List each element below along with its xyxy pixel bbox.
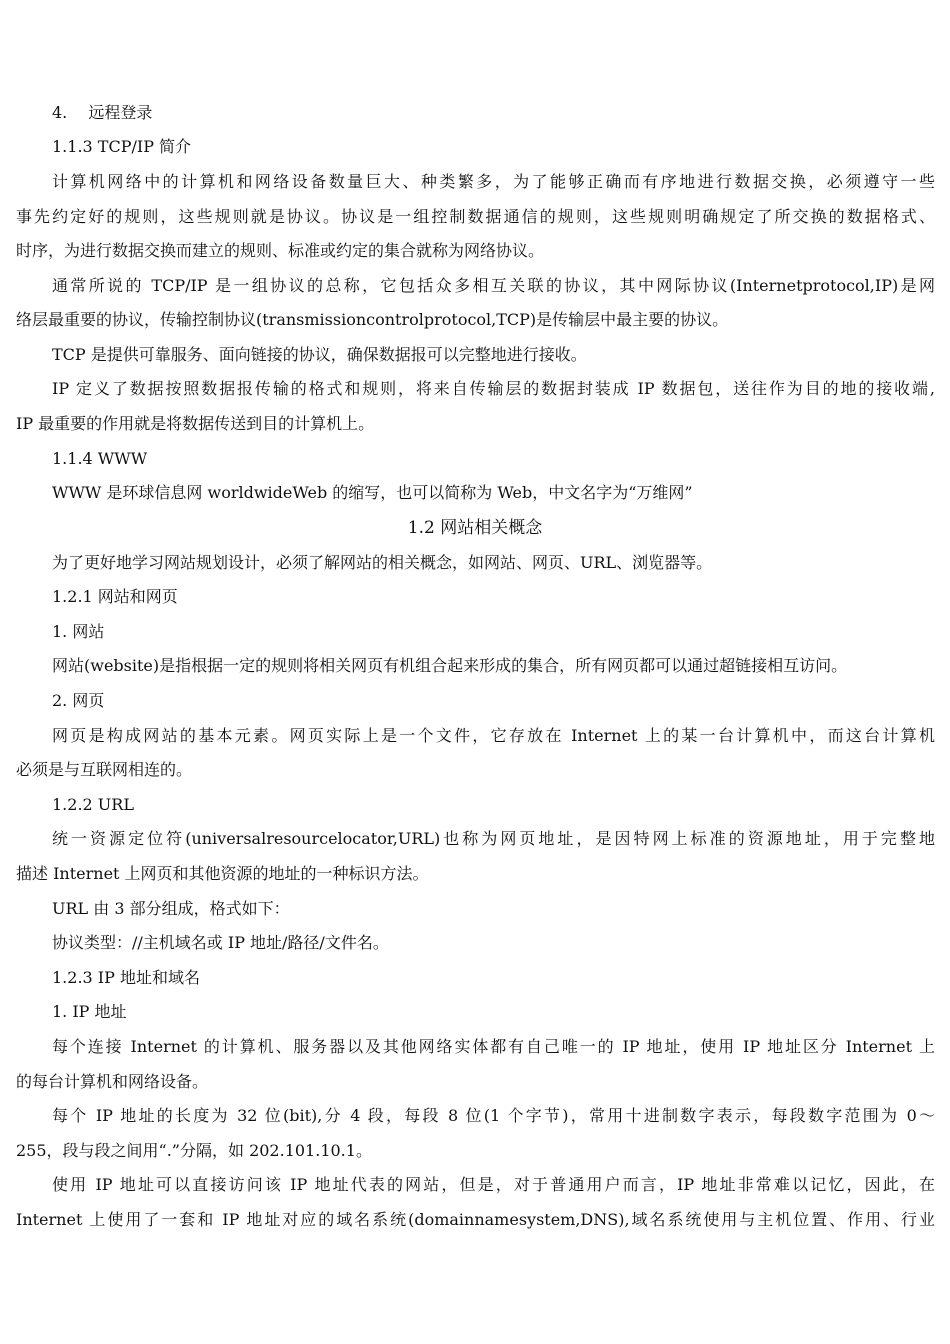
paragraph-line: Internet 上使用了一套和 IP 地址对应的域名系统(domainnamesystem,DNS),域名系统使用与主机位置、作用、行业 bbox=[16, 1210, 935, 1229]
paragraph-line: 255，段与段之间用“.”分隔，如 202.101.10.1。 bbox=[16, 1141, 372, 1160]
paragraph-line: 计算机网络中的计算机和网络设备数量巨大、种类繁多，为了能够正确而有序地进行数据交换，必须遵守一些 bbox=[52, 172, 935, 191]
heading-ip-domain: 1.2.3 IP 地址和域名 bbox=[52, 968, 200, 987]
paragraph-line: 网页是构成网站的基本元素。网页实际上是一个文件，它存放在 Internet 上的某一台计算机中，而这台计算机 bbox=[52, 726, 935, 745]
paragraph-line: 的每台计算机和网络设备。 bbox=[16, 1072, 209, 1091]
paragraph-line: 必须是与互联网相连的。 bbox=[16, 760, 193, 779]
paragraph-line: 协议类型：//主机域名或 IP 地址/路径/文件名。 bbox=[52, 933, 389, 952]
paragraph-line: 为了更好地学习网站规划设计，必须了解网站的相关概念，如网站、网页、URL、浏览器等。 bbox=[52, 553, 713, 572]
list-item-remote-login: 4. 远程登录 bbox=[52, 103, 153, 122]
list-item-website: 1. 网站 bbox=[52, 622, 105, 641]
paragraph-line: TCP 是提供可靠服务、面向链接的协议，确保数据报可以完整地进行接收。 bbox=[52, 345, 587, 364]
paragraph-line: 每个 IP 地址的长度为 32 位(bit),分 4 段，每段 8 位(1 个字节)，常用十进制数字表示，每段数字范围为 0～ bbox=[52, 1106, 935, 1125]
section-title: 1.2 网站相关概念 bbox=[407, 518, 543, 538]
paragraph-line: 事先约定好的规则，这些规则就是协议。协议是一组控制数据通信的规则，这些规则明确规定了所交换的数据格式、 bbox=[16, 207, 935, 226]
heading-www: 1.1.4 WWW bbox=[52, 449, 148, 468]
heading-website-webpage: 1.2.1 网站和网页 bbox=[52, 587, 178, 606]
paragraph-line: 时序，为进行数据交换而建立的规则、标准或约定的集合就称为网络协议。 bbox=[16, 241, 545, 260]
list-item-ip-address: 1. IP 地址 bbox=[52, 1002, 127, 1021]
paragraph-line: URL 由 3 部分组成，格式如下： bbox=[52, 899, 290, 918]
paragraph-line: 通常所说的 TCP/IP 是一组协议的总称，它包括众多相互关联的协议，其中网际协议(Internetprotocol,IP)是网 bbox=[52, 276, 935, 295]
paragraph-line: 使用 IP 地址可以直接访问该 IP 地址代表的网站，但是，对于普通用户而言，IP 地址非常难以记忆，因此，在 bbox=[52, 1175, 935, 1194]
heading-url: 1.2.2 URL bbox=[52, 795, 134, 814]
paragraph-line: 统一资源定位符(universalresourcelocator,URL)也称为网页地址，是因特网上标准的资源地址，用于完整地 bbox=[52, 829, 935, 848]
paragraph-line: IP 定义了数据按照数据报传输的格式和规则，将来自传输层的数据封装成 IP 数据包，送往作为目的地的接收端, bbox=[52, 379, 935, 398]
paragraph-line: IP 最重要的作用就是将数据传送到目的计算机上。 bbox=[16, 414, 375, 433]
paragraph-line: 描述 Internet 上网页和其他资源的地址的一种标识方法。 bbox=[16, 864, 429, 883]
heading-tcpip-intro: 1.1.3 TCP/IP 简介 bbox=[52, 137, 192, 156]
paragraph-line: 网站(website)是指根据一定的规则将相关网页有机组合起来形成的集合，所有网页都可以通过超链接相互访问。 bbox=[52, 656, 848, 675]
paragraph-line: WWW 是环球信息网 worldwideWeb 的缩写，也可以简称为 Web，中文名字为“万维网” bbox=[52, 483, 693, 502]
paragraph-line: 络层最重要的协议，传输控制协议(transmissioncontrolprotocol,TCP)是传输层中最主要的协议。 bbox=[16, 310, 729, 329]
list-item-webpage: 2. 网页 bbox=[52, 691, 105, 710]
paragraph-line: 每个连接 Internet 的计算机、服务器以及其他网络实体都有自己唯一的 IP 地址，使用 IP 地址区分 Internet 上 bbox=[52, 1037, 935, 1056]
